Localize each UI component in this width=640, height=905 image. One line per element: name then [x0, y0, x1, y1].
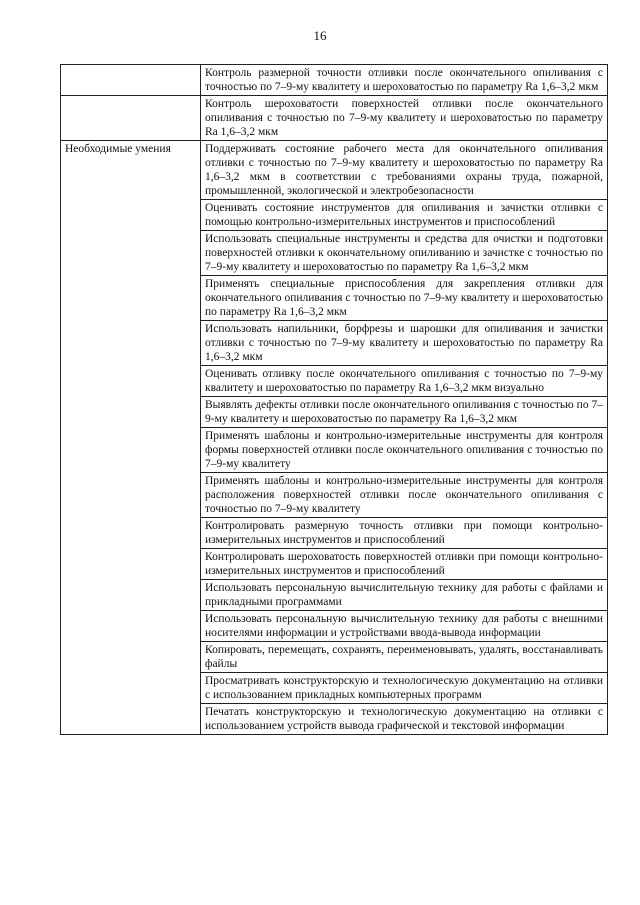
table-cell: Выявлять дефекты отливки после окончательного опиливания с точностью по 7–9-му квалитету и шероховатостью по параметру Ra 1,6–3,2 мкм [201, 397, 608, 428]
table-cell: Просматривать конструкторскую и технологическую документацию на отливки с использованием прикладных компьютерных программ [201, 673, 608, 704]
table-cell: Применять специальные приспособления для закрепления отливки для окончательного опиливания с точностью по 7–9-му квалитету и шероховатостью по параметру Ra 1,6–3,2 мкм [201, 276, 608, 321]
table-cell: Использовать напильники, борфрезы и шарошки для опиливания и зачистки отливки с точностью по 7–9-му квалитету и шероховатостью по параметру Ra 1,6–3,2 мкм [201, 321, 608, 366]
table-cell: Оценивать состояние инструментов для опиливания и зачистки отливки с помощью контрольно-измерительных инструментов и приспособлений [201, 200, 608, 231]
table-cell: Контроль размерной точности отливки после окончательного опиливания с точностью по 7–9-му квалитету и шероховатостью по параметру Ra 1,6–3,2 мкм [201, 65, 608, 96]
table-cell: Применять шаблоны и контрольно-измерительные инструменты для контроля формы поверхностей отливки после окончательного опиливания с точностью по 7–9-му квалитету [201, 428, 608, 473]
empty-label-cell [61, 96, 201, 141]
table-cell: Печатать конструкторскую и технологическую документацию на отливки с использованием устройств вывода графической и текстовой информации [201, 704, 608, 735]
page-number: 16 [313, 28, 327, 43]
table-cell: Копировать, перемещать, сохранять, переименовывать, удалять, восстанавливать файлы [201, 642, 608, 673]
table-row [61, 65, 608, 96]
table-cell: Поддерживать состояние рабочего места для окончательного опиливания отливки с точностью по 7–9-му квалитету и шероховатостью по параметру Ra 1,6–3,2 мкм в соответствии с требованиями охраны труда, пожарной, промышленной, экологической и электробезопасности [201, 141, 608, 200]
table-row [61, 96, 608, 141]
table-cell: Оценивать отливку после окончательного опиливания с точностью по 7–9-му квалитету и шероховатостью по параметру Ra 1,6–3,2 мкм визуально [201, 366, 608, 397]
table-row [61, 141, 608, 200]
skills-label: Необходимые умения [61, 141, 201, 735]
table-cell: Использовать специальные инструменты и средства для очистки и подготовки поверхностей отливки к окончательному опиливанию и зачистке с точностью по 7–9-му квалитету и шероховатостью по параметру Ra 1,6–3,2 мкм [201, 231, 608, 276]
table-cell: Контроль шероховатости поверхностей отливки после окончательного опиливания с точностью по 7–9-му квалитету и шероховатостью по параметру Ra 1,6–3,2 мкм [201, 96, 608, 141]
table-cell: Контролировать размерную точность отливки при помощи контрольно-измерительных инструментов и приспособлений [201, 518, 608, 549]
table-cell: Использовать персональную вычислительную технику для работы с внешними носителями информации и устройствами ввода-вывода информации [201, 611, 608, 642]
requirements-table [60, 64, 608, 735]
table-cell: Использовать персональную вычислительную технику для работы с файлами и прикладными программами [201, 580, 608, 611]
table-cell: Применять шаблоны и контрольно-измерительные инструменты для контроля расположения поверхностей отливки после окончательного опиливания с точностью по 7–9-му квалитету [201, 473, 608, 518]
table-cell: Контролировать шероховатость поверхностей отливки при помощи контрольно-измерительных инструментов и приспособлений [201, 549, 608, 580]
empty-label-cell [61, 65, 201, 96]
